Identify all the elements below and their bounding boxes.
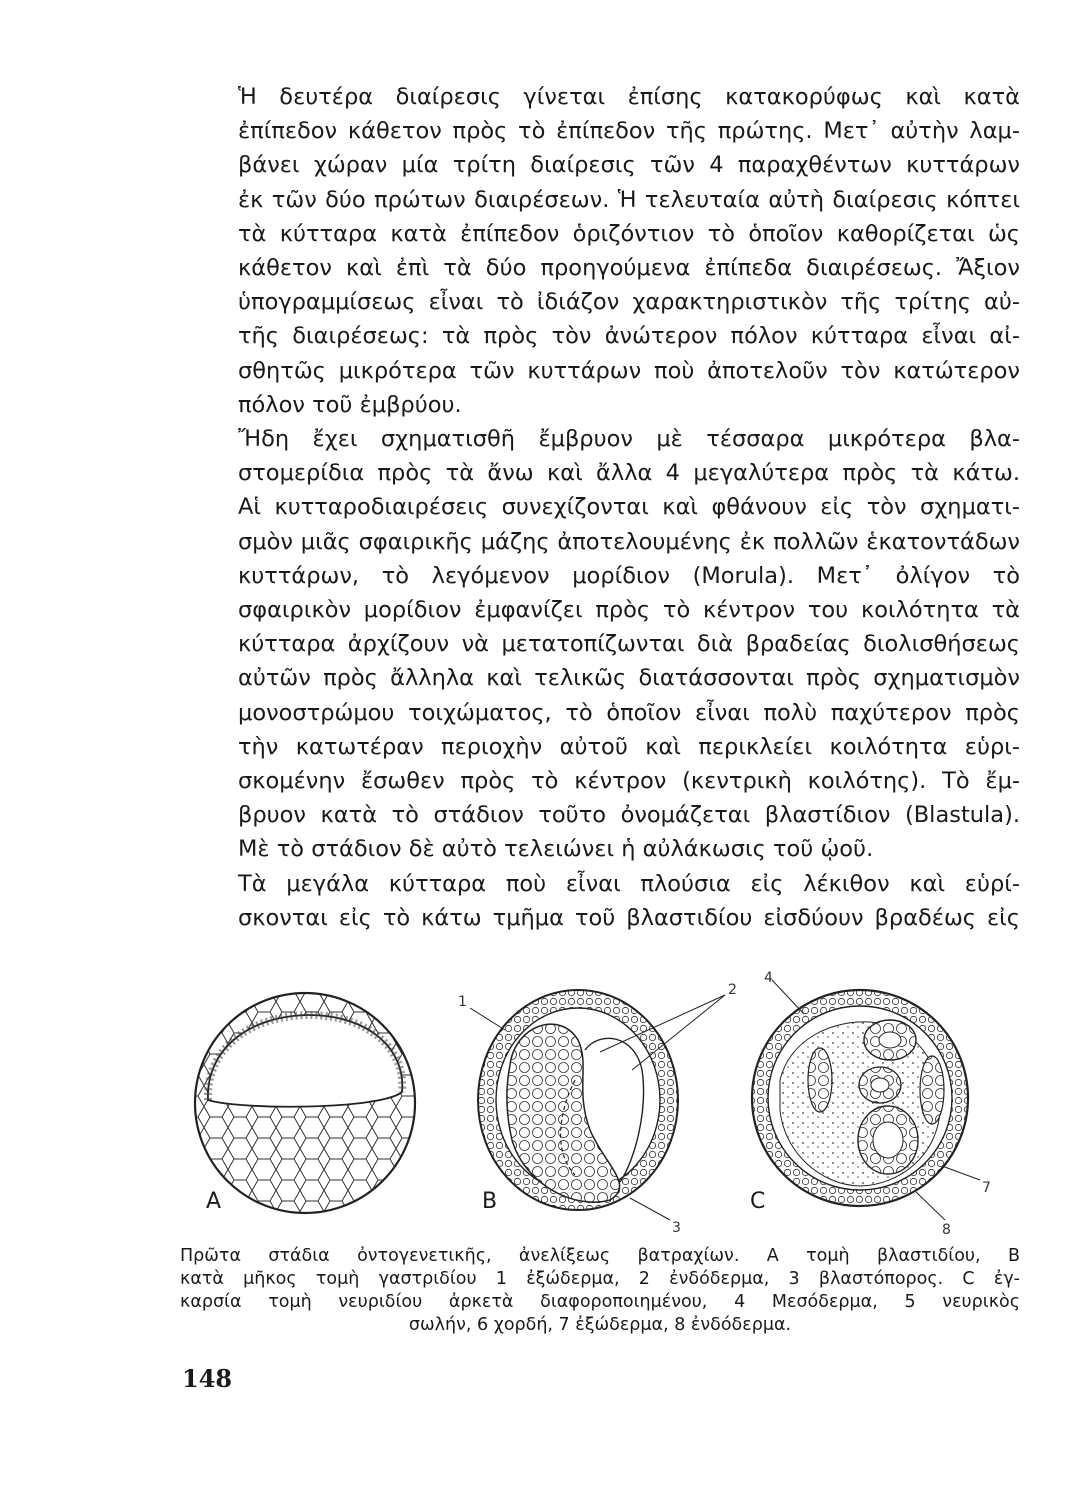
caption-line: σωλήν, 6 χορδή, 7 ἐξώδερμα, 8 ἐνδόδερμα. [408,1315,792,1335]
text-line: Τὰ μεγάλα κύτταρα ποὺ εἶναι πλούσια εἰς λέκιθον καὶ εὑρί- [238,870,1020,897]
text-line: Μὲ τὸ στάδιον δὲ αὐτὸ τελειώνει ἡ αὐλάκωσις τοῦ ᾠοῦ. [238,836,874,863]
text-line: πόλον τοῦ ἐμβρύου. [238,391,462,418]
embryo-illustration [180,970,1020,1240]
figure-label-2: 2 [728,982,737,998]
text-line: κάθετον καὶ ἐπὶ τὰ δύο προηγούμενα ἐπίπεδα διαιρέσεως. Ἄξιον [238,255,1020,282]
neurula-section [752,990,968,1206]
text-line: σκομένην ἔσωθεν πρὸς τὸ κέντρον (κεντρικὴ κοιλότης). Τὸ ἔμ- [238,768,1020,795]
text-line: Αἱ κυτταροδιαιρέσεις συνεχίζονται καὶ φθάνουν εἰς τὸν σχηματι- [238,494,1020,521]
paragraph [180,80,1020,422]
panel-label-a: A [206,1189,222,1214]
text-line: σμὸν μιᾶς σφαιρικῆς μάζης ἀποτελουμένης ἐκ πολλῶν ἑκατοντάδων [238,528,1020,555]
caption-line: καρσία τομὴ νευριδίου ἀρκετὰ διαφοροποιημένου, 4 Μεσόδερμα, 5 νευρικὸς [180,1292,1020,1312]
text-line: αὐτῶν πρὸς ἄλληλα καὶ τελικῶς διατάσσονται πρὸς σχηματισμὸν [238,665,1020,692]
paragraph [180,422,1020,867]
text-line: τῆς διαιρέσεως: τὰ πρὸς τὸν ἀνώτερον πόλον κύτταρα εἶναι αἰ- [238,323,1020,350]
body-text [180,80,1020,935]
text-line: σφαιρικὸν μορίδιον ἐμφανίζει πρὸς τὸ κέντρον του κοιλότητα τὰ [238,597,1020,624]
figure-label-7: 7 [982,1180,991,1196]
caption-line: κατὰ μῆκος τομὴ γαστριδίου 1 ἐξώδερμα, 2 ἐνδόδερμα, 3 βλαστόπορος. C ἐγ- [180,1269,1020,1289]
paragraph [180,867,1020,935]
panel-label-c: C [750,1189,766,1214]
text-line: σθητῶς μικρότερα τῶν κυττάρων ποὺ ἀποτελοῦν τὸν κατώτερον [238,357,1020,384]
text-line: ἐκ τῶν δύο πρώτων διαιρέσεων. Ἡ τελευταία αὐτὴ διαίρεσις κόπτει [238,186,1020,213]
text-line: Ἡ δευτέρα διαίρεσις γίνεται ἐπίσης κατακορύφως καὶ κατὰ [238,84,1020,110]
text-line: Ἤδη ἔχει σχηματισθῆ ἔμβρυον μὲ τέσσαρα μικρότερα βλα- [238,426,1020,453]
text-line: στομερίδια πρὸς τὰ ἄνω καὶ ἄλλα 4 μεγαλύτερα πρὸς τὰ κάτω. [238,460,1020,487]
caption-line: Πρῶτα στάδια ὀντογενετικῆς, ἀνελίξεως βατραχίων. Α τομὴ βλαστιδίου, Β [180,1246,1020,1266]
text-line: βάνει χώραν μία τρίτη διαίρεσις τῶν 4 παραχθέντων κυττάρων [238,152,1020,179]
text-line: ὑπογραμμίσεως εἶναι τὸ ἰδιάζον χαρακτηριστικὸν τῆς τρίτης αὐ- [238,289,1020,316]
figure-label-4: 4 [764,970,773,986]
text-line: κυττάρων, τὸ λεγόμενον μορίδιον (Morula). Μετ᾽ ὀλίγον τὸ [238,562,1020,589]
gastrula-section [478,990,678,1210]
text-line: βρυον κατὰ τὸ στάδιον τοῦτο ὀνομάζεται βλαστίδιον (Blastula). [238,802,1020,829]
figure-caption [180,1245,1020,1337]
figure-label-8: 8 [942,1222,951,1238]
text-line: σκονται εἰς τὸ κάτω τμῆμα τοῦ βλαστιδίου εἰσδύουν βραδέως εἰς [238,904,1020,931]
page-number: 148 [182,1364,233,1393]
text-line: τὴν κατωτέραν περιοχὴν αὐτοῦ καὶ περικλείει κοιλότητα εὑρι- [238,733,1020,760]
text-line: κύτταρα ἀρχίζουν νὰ μετατοπίζωνται διὰ βραδείας διολισθήσεως [238,631,1020,658]
text-line: τὰ κύτταρα κατὰ ἐπίπεδον ὁριζόντιον τὸ ὁποῖον καθορίζεται ὡς [238,220,1020,247]
panel-label-b: B [482,1189,498,1214]
embryo-figure [180,970,1020,1240]
blastula-section [195,993,415,1213]
figure-label-3: 3 [672,1220,681,1236]
figure-label-1: 1 [458,994,467,1010]
text-line: ἐπίπεδον κάθετον πρὸς τὸ ἐπίπεδον τῆς πρώτης. Μετ᾽ αὐτὴν λαμ- [238,118,1020,145]
text-line: μονοστρώμου τοιχώματος, τὸ ὁποῖον εἶναι πολὺ παχύτερον πρὸς [238,699,1020,726]
